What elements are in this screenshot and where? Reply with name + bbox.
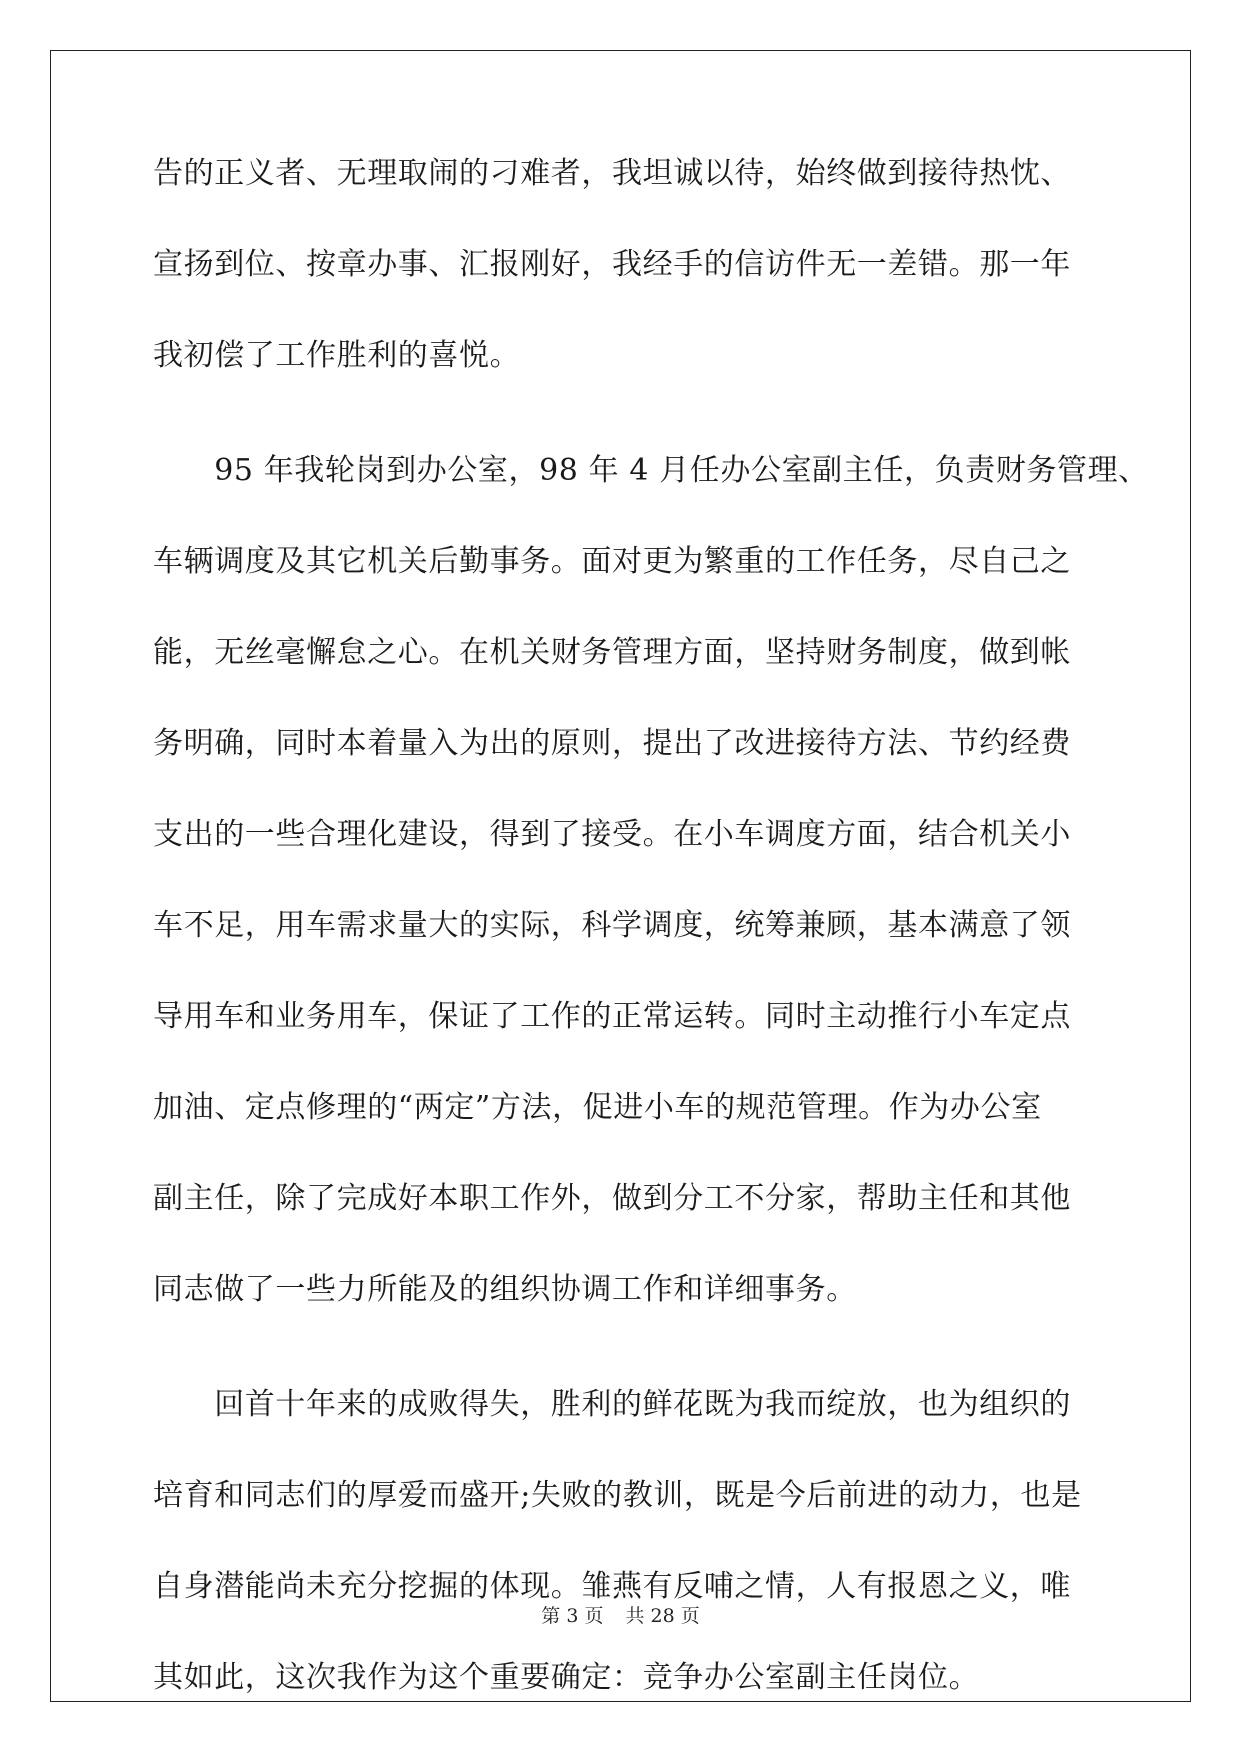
text-line: 95 年我轮岗到办公室，98 年 4 月任办公室副主任，负责财务管理、 (153, 453, 1149, 488)
text-line: 车不足，用车需求量大的实际，科学调度，统筹兼顾，基本满意了领 (153, 908, 1071, 943)
page-number-total: 共 28 页 (625, 1605, 700, 1627)
page-number-current: 第 3 页 (541, 1605, 604, 1627)
text-line: 告的正义者、无理取闹的刁难者，我坦诚以待，始终做到接待热忱、 (153, 156, 1071, 191)
text-line: 自身潜能尚未充分挖掘的体现。雏燕有反哺之情，人有报恩之义，唯 (153, 1569, 1071, 1604)
text-line: 宣扬到位、按章办事、汇报刚好，我经手的信访件无一差错。那一年 (153, 247, 1071, 282)
text-line: 培育和同志们的厚爱而盛开;失败的教训，既是今后前进的动力，也是 (153, 1478, 1082, 1513)
text-line: 支出的一些合理化建设，得到了接受。在小车调度方面，结合机关小 (153, 817, 1071, 852)
text-line: 导用车和业务用车，保证了工作的正常运转。同时主动推行小车定点 (153, 999, 1071, 1034)
text-line: 同志做了一些力所能及的组织协调工作和详细事务。 (153, 1272, 857, 1307)
text-line: 其如此，这次我作为这个重要确定：竞争办公室副主任岗位。 (153, 1660, 980, 1695)
text-line: 务明确，同时本着量入为出的原则，提出了改进接待方法、节约经费 (153, 726, 1071, 761)
text-line: 加油、定点修理的“两定”方法，促进小车的规范管理。作为办公室 (153, 1090, 1042, 1125)
text-line: 回首十年来的成败得失，胜利的鲜花既为我而绽放，也为组织的 (153, 1387, 1071, 1422)
paragraph-gap (153, 421, 1091, 445)
text-line: 我初偿了工作胜利的喜悦。 (153, 338, 521, 373)
page-footer (0, 1604, 1241, 1628)
paragraph-gap (153, 1355, 1091, 1379)
document-body (153, 148, 1149, 1743)
text-line: 副主任，除了完成好本职工作外，做到分工不分家，帮助主任和其他 (153, 1181, 1071, 1216)
text-line: 车辆调度及其它机关后勤事务。面对更为繁重的工作任务，尽自己之 (153, 544, 1071, 579)
text-line: 能，无丝毫懈怠之心。在机关财务管理方面，坚持财务制度，做到帐 (153, 635, 1071, 670)
